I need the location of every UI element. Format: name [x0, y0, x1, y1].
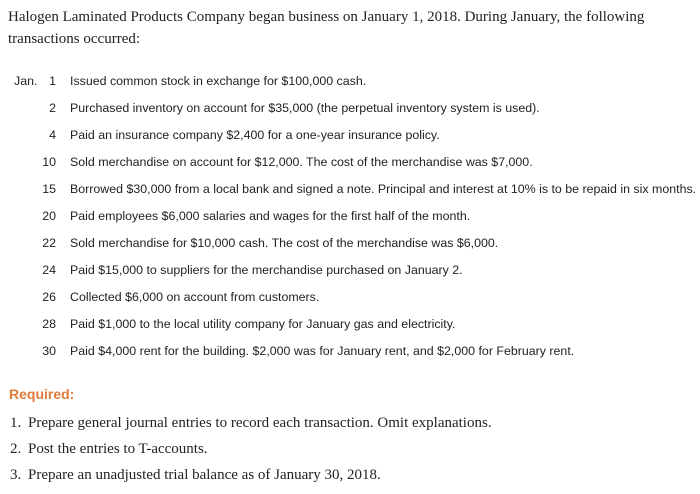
transaction-day: 30 — [42, 344, 56, 358]
requirement-item — [0, 462, 700, 488]
transaction-description: Sold merchandise on account for $12,000. The cost of the merchandise was $7,000. — [70, 155, 533, 169]
transaction-day: 20 — [42, 209, 56, 223]
transaction-row — [0, 203, 700, 230]
transaction-description: Paid $1,000 to the local utility company for January gas and electricity. — [70, 317, 456, 331]
transaction-day: 15 — [42, 182, 56, 196]
transaction-row — [0, 338, 700, 365]
transaction-day: 22 — [42, 236, 56, 250]
requirements-list — [0, 410, 700, 488]
requirement-item — [0, 436, 700, 462]
requirement-text: Post the entries to T-accounts. — [28, 441, 208, 457]
transaction-description: Collected $6,000 on account from customers. — [70, 290, 320, 304]
transaction-description: Purchased inventory on account for $35,000 (the perpetual inventory system is used). — [70, 101, 540, 115]
transaction-description: Borrowed $30,000 from a local bank and signed a note. Principal and interest at 10% is to be repaid in six months. — [70, 182, 697, 196]
transaction-day: 26 — [42, 290, 56, 304]
problem-intro: Halogen Laminated Products Company began business on January 1, 2018. During January, the following transactions occurred: — [8, 9, 645, 47]
transaction-day: 2 — [49, 101, 56, 115]
transaction-day: 10 — [42, 155, 56, 169]
transaction-row — [0, 176, 700, 203]
transaction-row — [0, 284, 700, 311]
transaction-row — [0, 95, 700, 122]
transaction-description: Paid employees $6,000 salaries and wages for the first half of the month. — [70, 209, 471, 223]
transaction-description: Paid an insurance company $2,400 for a one-year insurance policy. — [70, 128, 440, 142]
transaction-description: Issued common stock in exchange for $100,000 cash. — [70, 74, 367, 88]
transaction-month: Jan. — [14, 74, 38, 88]
transaction-day: 24 — [42, 263, 56, 277]
requirement-number: 3. — [10, 467, 22, 483]
required-heading: Required: — [9, 386, 75, 402]
transaction-row — [0, 68, 700, 95]
transaction-row — [0, 122, 700, 149]
requirement-text: Prepare general journal entries to record each transaction. Omit explanations. — [28, 415, 492, 431]
transaction-row — [0, 149, 700, 176]
transaction-day: 4 — [49, 128, 56, 142]
transaction-description: Sold merchandise for $10,000 cash. The cost of the merchandise was $6,000. — [70, 236, 499, 250]
transaction-day: 28 — [42, 317, 56, 331]
transaction-day: 1 — [49, 74, 56, 88]
requirement-number: 2. — [10, 441, 22, 457]
transaction-list — [0, 68, 700, 365]
requirement-text: Prepare an unadjusted trial balance as of January 30, 2018. — [28, 467, 381, 483]
requirement-number: 1. — [10, 415, 22, 431]
transaction-row — [0, 311, 700, 338]
requirement-item — [0, 410, 700, 436]
transaction-row — [0, 230, 700, 257]
transaction-description: Paid $15,000 to suppliers for the merchandise purchased on January 2. — [70, 263, 463, 277]
transaction-description: Paid $4,000 rent for the building. $2,000 was for January rent, and $2,000 for February rent. — [70, 344, 575, 358]
transaction-row — [0, 257, 700, 284]
